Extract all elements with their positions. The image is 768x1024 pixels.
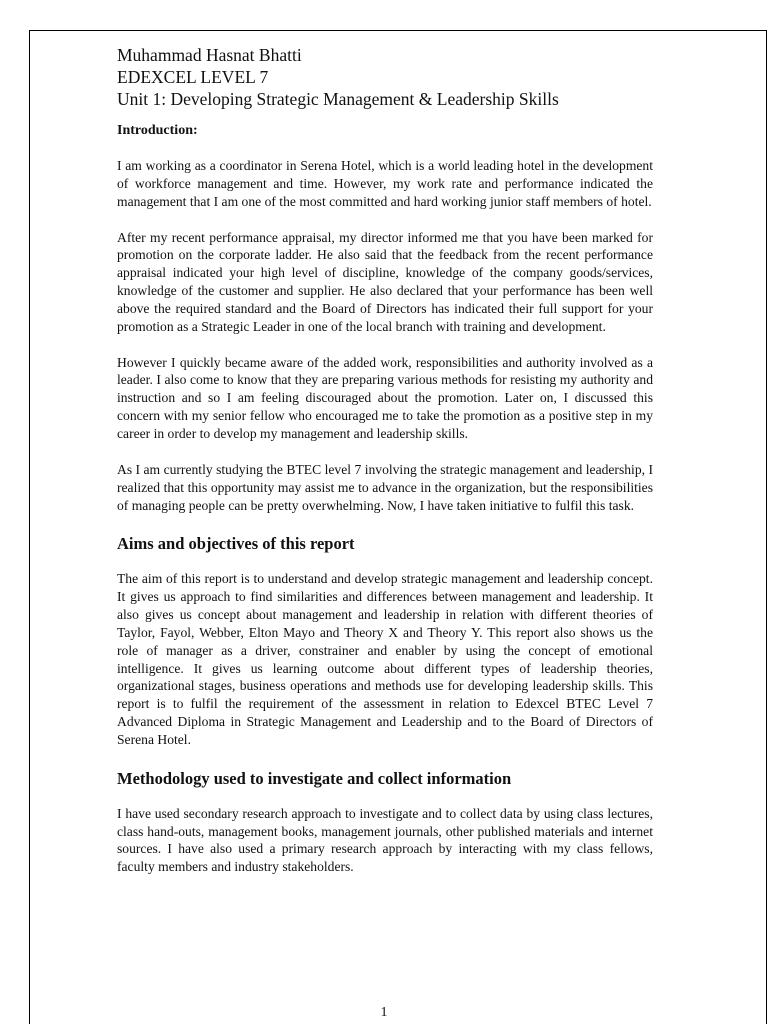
page-number: 1: [380, 1005, 388, 1020]
unit-title: Unit 1: Developing Strategic Management & Leadership Skills: [117, 89, 559, 109]
author-name: Muhammad Hasnat Bhatti: [117, 45, 302, 65]
document-content: [117, 44, 653, 876]
methodology-paragraph: I have used secondary research approach to investigate and to collect data by using class lectures, class hand-outs, management books, management journals, other published materials and internet sources. I have also used a primary research approach by interacting with my class fellows, faculty members and industry stakeholders.: [117, 805, 653, 875]
aims-paragraph: The aim of this report is to understand and develop strategic management and leadership concept. It gives us approach to find similarities and differences between management and leadership. It also gives us concept about management and leadership in relation with different theories of Taylor, Fayol, Webber, Elton Mayo and Theory X and Theory Y. This report also shows us the role of manager as a driver, constrainer and enabler by using the concept of emotional intelligence. It gives us learning outcome about different types of leadership theories, organizational stages, business operations and methods use for developing leadership skills. This report is to fulfil the requirement of the assessment in relation to Edexcel BTEC Level 7 Advanced Diploma in Strategic Management and Leadership and to the Board of Directors of Serena Hotel.: [117, 571, 653, 747]
aims-heading: Aims and objectives of this report: [117, 534, 355, 554]
introduction-paragraph: However I quickly became aware of the added work, responsibilities and authority involved as a leader. I also come to know that they are preparing various methods for resisting my authority and instruction and so I am feeling discouraged about the promotion. Later on, I discussed this concern with my senior fellow who encouraged me to take the promotion as a positive step in my career in order to develop my management and leadership skills.: [117, 354, 653, 441]
methodology-heading: Methodology used to investigate and collect information: [117, 768, 512, 788]
introduction-paragraph: As I am currently studying the BTEC level 7 involving the strategic management and leadership, I realized that this opportunity may assist me to advance in the organization, but the responsibilities of managing people can be pretty overwhelming. Now, I have taken initiative to fulfil this task.: [117, 461, 653, 513]
introduction-paragraph: I am working as a coordinator in Serena Hotel, which is a world leading hotel in the development of workforce management and time. However, my work rate and performance indicated the management that I am one of the most committed and hard working junior staff members of hotel.: [117, 158, 653, 209]
introduction-paragraph: After my recent performance appraisal, my director informed me that you have been marked for promotion on the corporate ladder. He also said that the feedback from the recent performance appraisal indicated your high level of discipline, knowledge of the company goods/services, knowledge of the customer and supplier. He also declared that your performance has been well above the required standard and the Board of Directors has indicated their full support for your promotion as a Strategic Leader in one of the local branch with training and development.: [117, 229, 653, 334]
introduction-heading: Introduction:: [117, 123, 198, 138]
course-title: EDEXCEL LEVEL 7: [117, 67, 269, 87]
